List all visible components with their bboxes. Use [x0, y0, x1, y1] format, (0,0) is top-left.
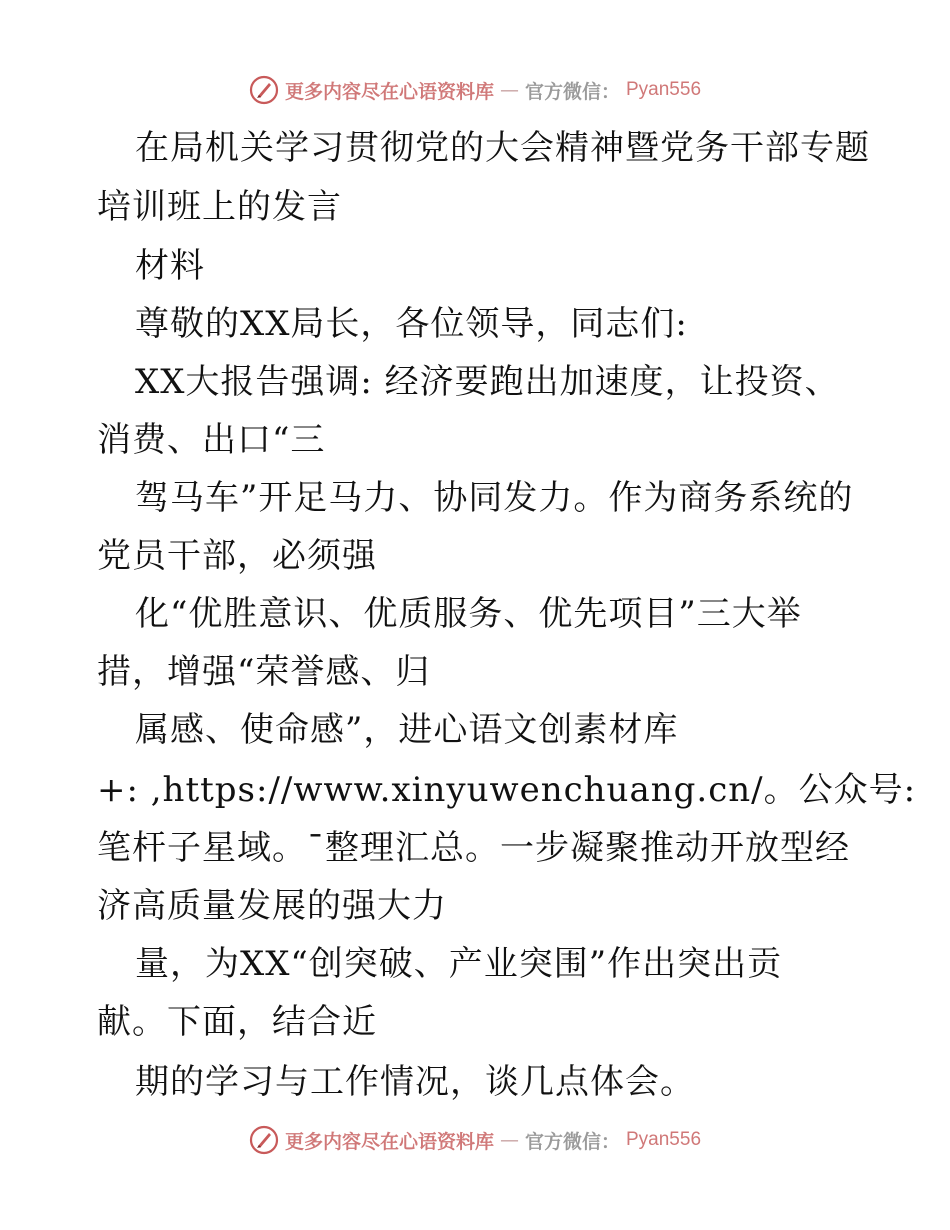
header-banner — [0, 70, 950, 110]
site-title: 更多内容尽在心语资料库 — [284, 1130, 494, 1153]
quill-logo-icon — [249, 1125, 279, 1155]
banner-separator: — — [499, 1129, 519, 1151]
doc-line: 在局机关学习贯彻党的大会精神暨党务干部专题 — [135, 128, 870, 168]
quill-logo-icon — [249, 75, 279, 105]
doc-line: XX大报告强调: 经济要跑出加速度，让投资、 — [135, 362, 840, 402]
doc-line: 尊敬的XX局长，各位领导，同志们: — [135, 304, 688, 344]
doc-line: 献。下面，结合近 — [97, 1002, 377, 1042]
site-title: 更多内容尽在心语资料库 — [284, 80, 494, 103]
doc-line: 培训班上的发言 — [97, 187, 342, 227]
doc-line: 材料 — [135, 246, 205, 286]
wechat-id: Pyan556 — [626, 79, 702, 100]
doc-line: 措，增强“荣誉感、归 — [97, 652, 431, 692]
doc-line: 化“优胜意识、优质服务、优先项目”三大举 — [135, 594, 802, 634]
doc-line: 党员干部，必须强 — [97, 536, 377, 576]
doc-line: 笔杆子星域。¯整理汇总。一步凝聚推动开放型经 — [97, 828, 850, 868]
doc-line: 济高质量发展的强大力 — [97, 886, 447, 926]
doc-line: 属感、使命感”，进心语文创素材库 — [135, 710, 679, 750]
wechat-id: Pyan556 — [626, 1129, 702, 1150]
doc-line: +: ,https://www.xinyuwenchuang.cn/。公众号: — [97, 770, 917, 810]
footer-banner — [0, 1120, 950, 1160]
wechat-label: 官方微信： — [524, 1130, 620, 1153]
doc-line: 驾马车”开足马力、协同发力。作为商务系统的 — [135, 478, 854, 518]
doc-line: 期的学习与工作情况，谈几点体会。 — [135, 1062, 695, 1102]
banner-separator: — — [499, 79, 519, 101]
doc-line: 消费、出口“三 — [97, 420, 326, 460]
doc-line: 量，为XX“创突破、产业突围”作出突出贡 — [135, 944, 783, 984]
wechat-label: 官方微信： — [524, 80, 620, 103]
